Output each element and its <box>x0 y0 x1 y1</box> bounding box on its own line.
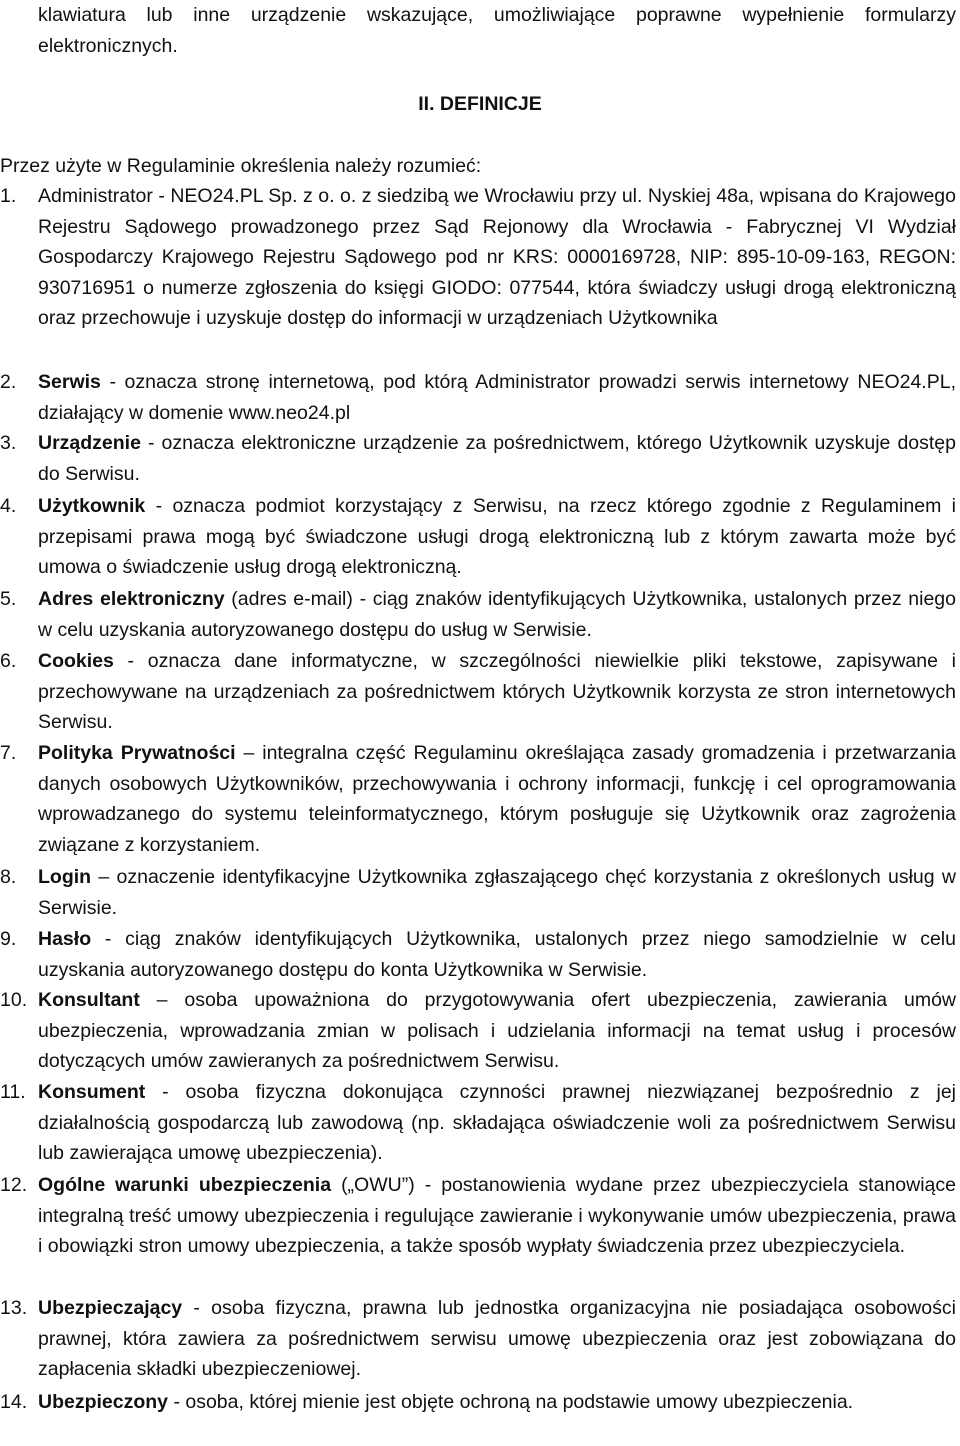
definition-term: Polityka Prywatności <box>38 742 236 764</box>
definition-item-3 <box>0 428 956 489</box>
intro-continuation: klawiatura lub inne urządzenie wskazujące, umożliwiające poprawne wypełnienie formularzy elektronicznych. <box>38 4 956 57</box>
definition-item-4 <box>0 491 956 583</box>
definition-term: Adres elektroniczny <box>38 588 225 610</box>
definition-term: Serwis <box>38 371 101 393</box>
definition-text: - osoba fizyczna dokonująca czynności prawnej niezwiązanej bezpośrednio z jej działalnością gospodarczą lub zawodową (np. składająca oświadczenie woli za pośrednictwem Serwisu lub zawierająca umowę ubezpieczenia). <box>38 1081 956 1164</box>
definition-number: 10. <box>0 989 28 1011</box>
definition-item-13 <box>0 1293 956 1385</box>
definition-number: 2. <box>0 371 17 393</box>
definition-number: 6. <box>0 650 17 672</box>
definition-text: - osoba fizyczna, prawna lub jednostka organizacyjna nie posiadająca osobowości prawnej, która zawiera za pośrednictwem serwisu umowę ubezpieczenia oraz jest zobowiązana do zapłacenia składki ubezpieczeniowej. <box>38 1297 956 1380</box>
definition-item-6 <box>0 646 956 738</box>
definition-number: 14. <box>0 1391 28 1413</box>
definition-item-10 <box>0 985 956 1077</box>
definition-text: (adres e-mail) - ciąg znaków identyfikujących Użytkownika, ustalonych przez niego w celu uzyskania autoryzowanego dostępu do usług w Serwisie. <box>38 588 956 641</box>
definition-text: - oznacza podmiot korzystający z Serwisu, na rzecz którego zgodnie z Regulaminem i przepisami prawa mogą być świadczone usługi drogą elektroniczną lub z którym zawarta może być umowa o świadczenie usług drogą elektroniczną. <box>38 495 956 578</box>
definition-number: 4. <box>0 495 17 517</box>
definition-item-9 <box>0 924 956 985</box>
definition-item-2 <box>0 367 956 428</box>
definition-number: 11. <box>0 1081 26 1103</box>
definition-number: 5. <box>0 588 17 610</box>
definition-number: 3. <box>0 432 17 454</box>
definition-number: 8. <box>0 866 17 888</box>
definition-item-12 <box>0 1170 956 1262</box>
definition-term: Ogólne warunki ubezpieczenia <box>38 1174 332 1196</box>
definition-number: 7. <box>0 742 17 764</box>
definitions-lead-in: Przez użyte w Regulaminie określenia należy rozumieć: <box>0 155 482 177</box>
definition-term: Konsultant <box>38 989 140 1011</box>
definition-text: - oznacza elektroniczne urządzenie za pośrednictwem, którego Użytkownik uzyskuje dostęp do Serwisu. <box>38 432 956 485</box>
definition-item-8 <box>0 862 956 923</box>
definition-item-7 <box>0 738 956 860</box>
definition-number: 1. <box>0 185 17 207</box>
definition-term: Konsument <box>38 1081 146 1103</box>
definition-number: 13. <box>0 1297 28 1319</box>
definition-term: Użytkownik <box>38 495 146 517</box>
definition-text: – osoba upoważniona do przygotowywania ofert ubezpieczenia, zawierania umów ubezpieczenia, wprowadzania zmian w polisach i udzielania informacji na temat usług i procesów dotyczących umów zawieranych za pośrednictwem Serwisu. <box>38 989 956 1072</box>
definition-term: Login <box>38 866 92 888</box>
definition-text: Administrator - NEO24.PL Sp. z o. o. z siedzibą we Wrocławiu przy ul. Nyskiej 48a, wpisana do Krajowego Rejestru Sądowego prowadzonego przez Sąd Rejonowy dla Wrocławia - Fabrycznej VI Wydział Gospodarczy Krajowego Rejestru Sądowego pod nr KRS: 0000169728, NIP: 895-10-09-163, REGON: 930716951 o numerze zgłoszenia do księgi GIODO: 077544, która świadczy usługi drogą elektroniczną oraz przechowuje i uzyskuje dostęp do informacji w urządzeniach Użytkownika <box>38 185 956 329</box>
definition-term: Cookies <box>38 650 114 672</box>
definition-term: Hasło <box>38 928 92 950</box>
definition-text: – oznaczenie identyfikacyjne Użytkownika zgłaszającego chęć korzystania z określonych usług w Serwisie. <box>38 866 956 919</box>
definition-term: Ubezpieczający <box>38 1297 183 1319</box>
definition-text: - osoba, której mienie jest objęte ochroną na podstawie umowy ubezpieczenia. <box>168 1391 854 1413</box>
definition-item-11 <box>0 1077 956 1169</box>
definition-item-14 <box>0 1387 956 1418</box>
definition-item-1 <box>0 181 956 334</box>
definition-text: - oznacza stronę internetową, pod którą Administrator prowadzi serwis internetowy NEO24.PL, działający w domenie www.neo24.pl <box>38 371 956 424</box>
definition-term: Urządzenie <box>38 432 141 454</box>
definition-item-5 <box>0 584 956 645</box>
definition-number: 9. <box>0 928 17 950</box>
definition-text: („OWU”) - postanowienia wydane przez ubezpieczyciela stanowiące integralną treść umowy ubezpieczenia i regulujące zawieranie i wykonywanie umów ubezpieczenia, prawa i obowiązki stron umowy ubezpieczenia, a także sposób wypłaty świadczenia przez ubezpieczyciela. <box>38 1174 956 1257</box>
definition-term: Ubezpieczony <box>38 1391 169 1413</box>
definition-text: - oznacza dane informatyczne, w szczególności niewielkie pliki tekstowe, zapisywane i przechowywane na urządzeniach za pośrednictwem których Użytkownik korzysta ze stron internetowych Serwisu. <box>38 650 956 733</box>
definition-number: 12. <box>0 1174 28 1196</box>
section-heading: II. DEFINICJE <box>418 93 542 115</box>
definition-text: - ciąg znaków identyfikujących Użytkownika, ustalonych przez niego samodzielnie w celu uzyskania autoryzowanego dostępu do konta Użytkownika w Serwisie. <box>38 928 956 981</box>
definition-text: – integralna część Regulaminu określająca zasady gromadzenia i przetwarzania danych osobowych Użytkowników, przechowywania i ochrony informacji, funkcję i cel oprogramowania wprowadzanego do systemu teleinformatycznego, którym posługuje się Użytkownik oraz zagrożenia związane z korzystaniem. <box>38 742 957 856</box>
